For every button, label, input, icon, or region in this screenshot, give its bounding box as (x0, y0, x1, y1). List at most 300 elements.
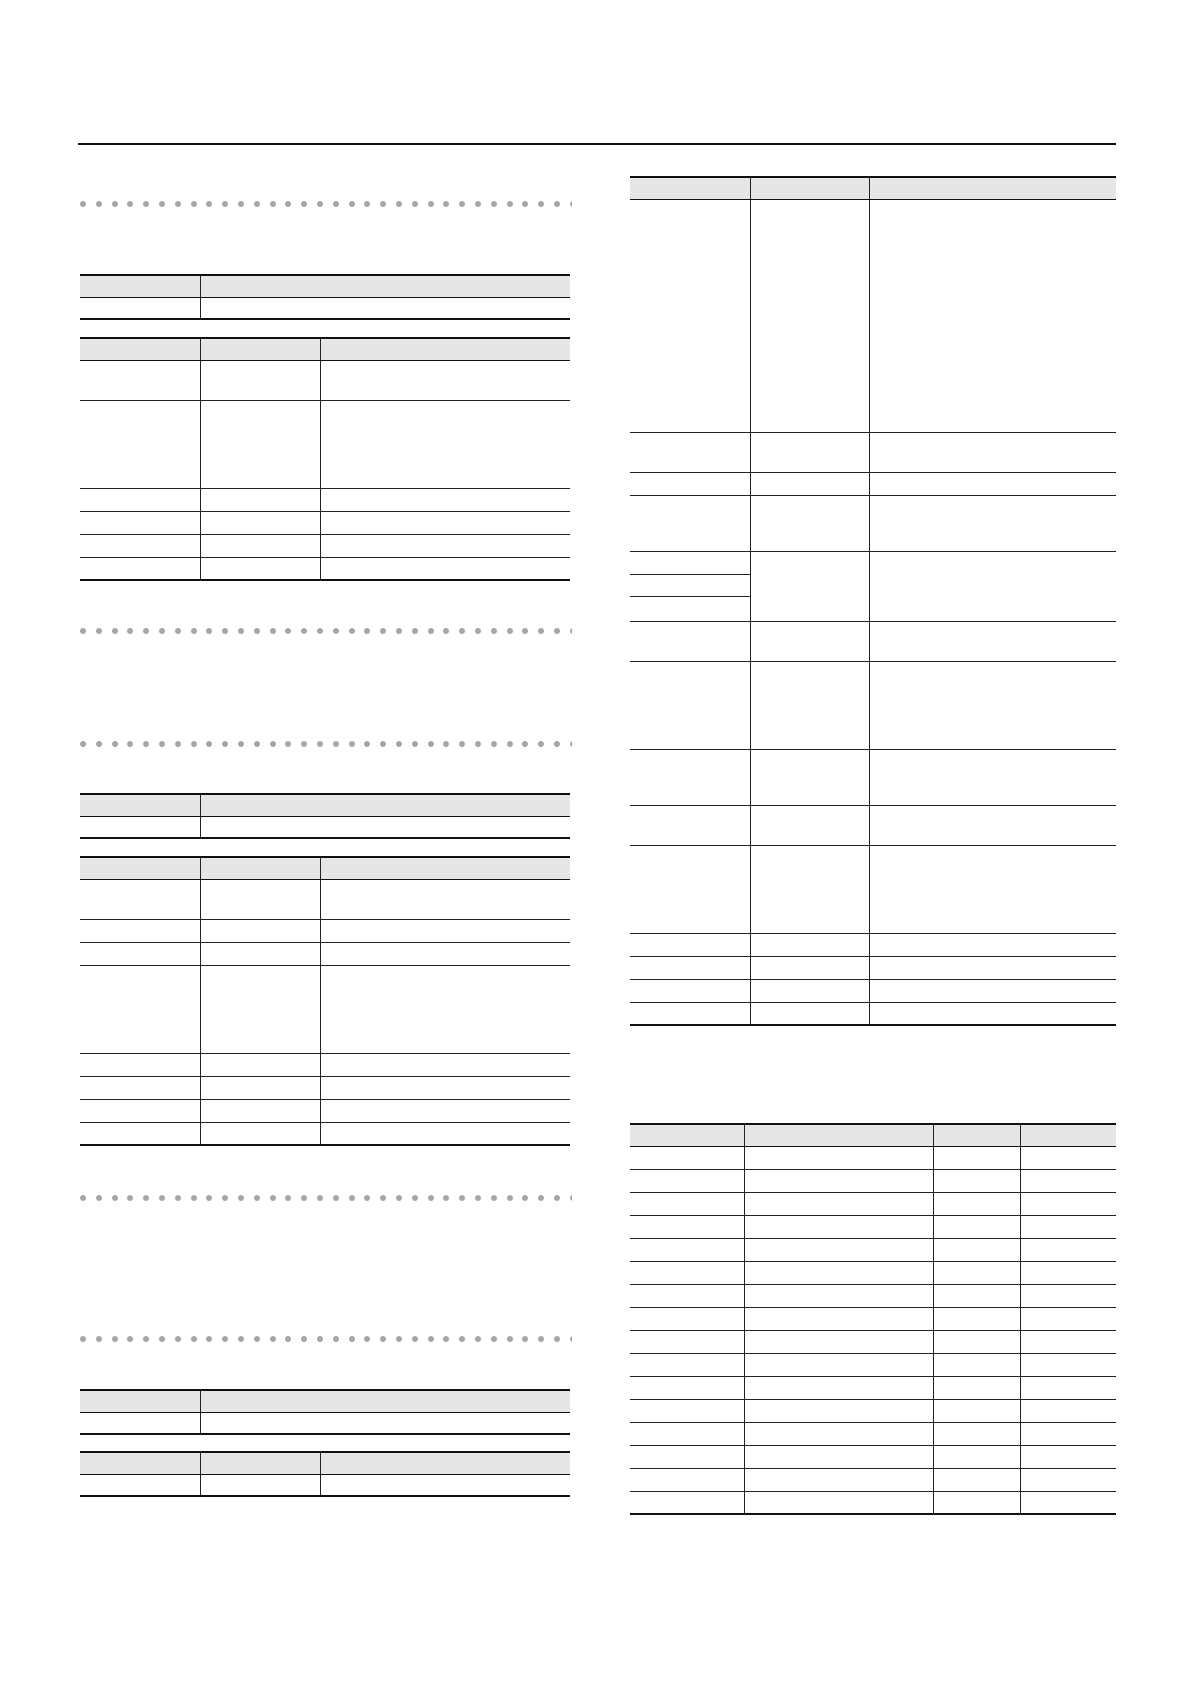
cell (744, 1468, 933, 1491)
divider-dot (238, 1336, 244, 1342)
divider-dot (522, 201, 528, 207)
cell (869, 749, 1116, 805)
cell (1020, 1353, 1116, 1376)
cell (869, 956, 1116, 979)
divider-dot (159, 201, 165, 207)
cell (80, 816, 200, 838)
divider-dot (159, 628, 165, 634)
divider-dot (317, 1195, 323, 1201)
header-cell (80, 1452, 200, 1474)
divider-dot (364, 1195, 370, 1201)
divider-dot (428, 1195, 434, 1201)
divider-dot (238, 1195, 244, 1201)
divider-dot (396, 201, 402, 207)
cell (630, 749, 750, 805)
cell (200, 1076, 320, 1099)
cell (320, 1099, 570, 1122)
cell (630, 1284, 744, 1307)
divider-dot (396, 1195, 402, 1201)
divider-dot (412, 741, 418, 747)
table-row (630, 1422, 1116, 1445)
table-1a (80, 274, 570, 320)
cell (200, 879, 320, 919)
divider-dot (191, 741, 197, 747)
cell (1020, 1422, 1116, 1445)
cell (320, 511, 570, 534)
divider-dot (491, 1336, 497, 1342)
cell (630, 1491, 744, 1514)
table-row (630, 661, 1116, 749)
divider-dot (538, 201, 544, 207)
divider-dot (507, 1336, 513, 1342)
divider-dot (459, 201, 465, 207)
table-row (80, 557, 570, 580)
divider-dot (175, 628, 181, 634)
divider-dot (112, 201, 118, 207)
divider-dot (570, 741, 572, 747)
cell (630, 805, 750, 845)
divider-dot (112, 628, 118, 634)
cell (750, 805, 869, 845)
cell (320, 488, 570, 511)
divider-dot (570, 1336, 572, 1342)
cell (200, 965, 320, 1053)
divider-dot (396, 628, 402, 634)
divider-dot (364, 628, 370, 634)
cell (630, 495, 750, 551)
cell (1020, 1330, 1116, 1353)
cell (750, 956, 869, 979)
table-row (630, 1002, 1116, 1025)
cell (1020, 1192, 1116, 1215)
divider-dot (364, 741, 370, 747)
divider-dot (475, 1336, 481, 1342)
divider-dot (301, 628, 307, 634)
divider-dot (317, 741, 323, 747)
cell (80, 879, 200, 919)
cell (630, 845, 750, 933)
cell (200, 919, 320, 942)
table-row (630, 845, 1116, 933)
table-row (80, 965, 570, 1053)
cell (630, 1238, 744, 1261)
divider-dot (175, 201, 181, 207)
cell (80, 1122, 200, 1145)
cell (630, 1169, 744, 1192)
cell (744, 1146, 933, 1169)
cell (933, 1376, 1020, 1399)
divider-dot (159, 1336, 165, 1342)
header-cell (80, 1390, 200, 1412)
divider-dot (349, 1195, 355, 1201)
cell (1020, 1307, 1116, 1330)
cell (933, 1284, 1020, 1307)
cell (630, 551, 750, 574)
header-cell (750, 177, 869, 199)
divider-dot (443, 1336, 449, 1342)
cell (933, 1399, 1020, 1422)
cell (744, 1215, 933, 1238)
table-1b (80, 337, 570, 581)
divider-dot (333, 1195, 339, 1201)
cell (630, 432, 750, 472)
cell (869, 805, 1116, 845)
table-row (630, 749, 1116, 805)
cell (320, 919, 570, 942)
divider-dot (238, 741, 244, 747)
divider-dot (175, 1336, 181, 1342)
divider-dot (301, 741, 307, 747)
table-right-main (630, 176, 1116, 1026)
table-row (630, 1330, 1116, 1353)
cell (933, 1169, 1020, 1192)
divider-dot (317, 1336, 323, 1342)
cell (630, 956, 750, 979)
divider-dot (301, 1195, 307, 1201)
cell (744, 1353, 933, 1376)
cell (80, 297, 200, 319)
cell (744, 1445, 933, 1468)
divider-dot (80, 1195, 86, 1201)
cell (933, 1215, 1020, 1238)
table-row (630, 1491, 1116, 1514)
cell (200, 1122, 320, 1145)
divider-dot (459, 628, 465, 634)
divider-dot (96, 1336, 102, 1342)
header-cell (80, 338, 200, 360)
cell (320, 1474, 570, 1496)
divider-dot (570, 201, 572, 207)
table-row (80, 534, 570, 557)
divider-dot (507, 201, 513, 207)
cell (320, 557, 570, 580)
divider-dot (222, 1195, 228, 1201)
table-5b (80, 1451, 570, 1497)
cell (933, 1192, 1020, 1215)
table-row (630, 805, 1116, 845)
table-row (80, 400, 570, 488)
divider-dot (396, 741, 402, 747)
cell (630, 1468, 744, 1491)
table-row (630, 1192, 1116, 1215)
cell (933, 1422, 1020, 1445)
header-cell (630, 1124, 744, 1146)
divider-dot (143, 628, 149, 634)
divider-dot (112, 1336, 118, 1342)
cell (744, 1491, 933, 1514)
cell (750, 979, 869, 1002)
page-header-rule (78, 143, 1116, 145)
divider-dot (175, 741, 181, 747)
divider-dot (428, 201, 434, 207)
table-row (80, 879, 570, 919)
divider-dot (222, 628, 228, 634)
divider-dot (538, 1195, 544, 1201)
cell (630, 1422, 744, 1445)
cell (750, 199, 869, 432)
cell (1020, 1261, 1116, 1284)
table-row (630, 472, 1116, 495)
cell (630, 596, 750, 621)
divider-dot (538, 628, 544, 634)
cell (869, 979, 1116, 1002)
divider-dot (538, 1336, 544, 1342)
cell (869, 199, 1116, 432)
cell (1020, 1215, 1116, 1238)
divider-dot (191, 1195, 197, 1201)
divider-dot (412, 201, 418, 207)
cell (80, 1076, 200, 1099)
cell (933, 1468, 1020, 1491)
divider-dot (459, 1336, 465, 1342)
divider-dot (333, 201, 339, 207)
cell (320, 879, 570, 919)
cell (200, 816, 570, 838)
cell (200, 297, 570, 319)
divider-dot (554, 628, 560, 634)
cell (200, 942, 320, 965)
table-row (630, 979, 1116, 1002)
divider-dot (127, 741, 133, 747)
divider-dot (301, 201, 307, 207)
divider-dot (349, 1336, 355, 1342)
divider-dot (112, 1195, 118, 1201)
divider-dot (491, 741, 497, 747)
table-row (630, 1238, 1116, 1261)
divider-dot (143, 741, 149, 747)
section-divider-2 (80, 628, 572, 636)
cell-merged (869, 551, 1116, 621)
cell (933, 1445, 1020, 1468)
cell (869, 621, 1116, 661)
divider-dot (412, 628, 418, 634)
cell (630, 1215, 744, 1238)
divider-dot (522, 741, 528, 747)
divider-dot (412, 1336, 418, 1342)
divider-dot (238, 628, 244, 634)
divider-dot (459, 1195, 465, 1201)
section-divider-3 (80, 741, 572, 749)
divider-dot (317, 628, 323, 634)
divider-dot (285, 1195, 291, 1201)
table-row (630, 199, 1116, 432)
divider-dot (412, 1195, 418, 1201)
divider-dot (507, 741, 513, 747)
cell (80, 1474, 200, 1496)
list-table-body (630, 1146, 1116, 1514)
cell (933, 1307, 1020, 1330)
cell (80, 1053, 200, 1076)
divider-dot (475, 201, 481, 207)
cell (630, 574, 750, 596)
divider-dot (380, 1336, 386, 1342)
divider-dot (96, 201, 102, 207)
cell (200, 557, 320, 580)
divider-dot (285, 1336, 291, 1342)
divider-dot (459, 741, 465, 747)
divider-dot (522, 1336, 528, 1342)
table-row (630, 933, 1116, 956)
table-row (80, 511, 570, 534)
cell (750, 933, 869, 956)
table-row (630, 432, 1116, 472)
table-row (630, 621, 1116, 661)
divider-dot (143, 1195, 149, 1201)
cell (80, 1412, 200, 1434)
cell (80, 360, 200, 400)
cell (1020, 1238, 1116, 1261)
divider-dot (143, 1336, 149, 1342)
divider-dot (80, 741, 86, 747)
cell (200, 1053, 320, 1076)
table-row (630, 1468, 1116, 1491)
cell (320, 534, 570, 557)
divider-dot (127, 1336, 133, 1342)
cell (869, 495, 1116, 551)
divider-dot (96, 628, 102, 634)
divider-dot (270, 1336, 276, 1342)
header-cell (200, 857, 320, 879)
divider-dot (554, 741, 560, 747)
divider-dot (270, 201, 276, 207)
table-right-list (630, 1123, 1116, 1515)
divider-dot (554, 1195, 560, 1201)
cell (933, 1353, 1020, 1376)
header-cell (80, 857, 200, 879)
cell (200, 400, 320, 488)
cell (80, 942, 200, 965)
divider-dot (254, 201, 260, 207)
cell (1020, 1284, 1116, 1307)
cell (200, 1099, 320, 1122)
divider-dot (254, 1195, 260, 1201)
divider-dot (333, 1336, 339, 1342)
cell (320, 1076, 570, 1099)
cell (744, 1376, 933, 1399)
divider-dot (522, 628, 528, 634)
cell (744, 1422, 933, 1445)
cell (630, 1192, 744, 1215)
header-cell (320, 857, 570, 879)
header-cell (80, 794, 200, 816)
table-row (630, 1215, 1116, 1238)
header-cell (1020, 1124, 1116, 1146)
divider-dot (159, 1195, 165, 1201)
divider-dot (380, 741, 386, 747)
cell (744, 1261, 933, 1284)
table-5a (80, 1389, 570, 1435)
divider-dot (396, 1336, 402, 1342)
divider-dot (349, 628, 355, 634)
table-row (630, 956, 1116, 979)
cell (630, 621, 750, 661)
cell (630, 1330, 744, 1353)
cell (869, 472, 1116, 495)
header-cell (744, 1124, 933, 1146)
cell (744, 1307, 933, 1330)
cell (630, 1399, 744, 1422)
table-row (630, 1307, 1116, 1330)
cell (200, 488, 320, 511)
divider-dot (270, 741, 276, 747)
divider-dot (333, 628, 339, 634)
cell (80, 488, 200, 511)
cell (1020, 1399, 1116, 1422)
divider-dot (491, 628, 497, 634)
table-row (80, 360, 570, 400)
cell (80, 919, 200, 942)
header-cell (80, 275, 200, 297)
cell (320, 942, 570, 965)
divider-dot (428, 1336, 434, 1342)
divider-dot (349, 201, 355, 207)
divider-dot (206, 201, 212, 207)
divider-dot (143, 201, 149, 207)
cell (933, 1146, 1020, 1169)
divider-dot (570, 628, 572, 634)
cell (200, 511, 320, 534)
divider-dot (364, 1336, 370, 1342)
section-divider-4 (80, 1195, 572, 1203)
cell-merged (750, 551, 869, 621)
divider-dot (127, 201, 133, 207)
cell (869, 661, 1116, 749)
divider-dot (333, 741, 339, 747)
table-row (80, 1076, 570, 1099)
cell (630, 1307, 744, 1330)
cell (630, 472, 750, 495)
divider-dot (301, 1336, 307, 1342)
cell (869, 1002, 1116, 1025)
table-3a (80, 793, 570, 839)
header-cell (200, 275, 570, 297)
cell (750, 621, 869, 661)
divider-dot (222, 201, 228, 207)
divider-dot (317, 201, 323, 207)
divider-dot (443, 741, 449, 747)
cell (320, 1122, 570, 1145)
divider-dot (206, 628, 212, 634)
divider-dot (159, 741, 165, 747)
table-row (630, 1445, 1116, 1468)
cell (630, 661, 750, 749)
cell (744, 1399, 933, 1422)
table-row (80, 816, 570, 838)
cell (320, 965, 570, 1053)
section-divider-5 (80, 1336, 572, 1344)
header-cell (869, 177, 1116, 199)
header-cell (630, 177, 750, 199)
table-row (80, 1053, 570, 1076)
cell (630, 1261, 744, 1284)
divider-dot (285, 741, 291, 747)
cell (1020, 1468, 1116, 1491)
cell (630, 1376, 744, 1399)
divider-dot (491, 1195, 497, 1201)
cell (200, 360, 320, 400)
cell (630, 199, 750, 432)
cell (744, 1169, 933, 1192)
cell (80, 400, 200, 488)
cell (320, 400, 570, 488)
table-row (630, 1353, 1116, 1376)
divider-dot (554, 201, 560, 207)
divider-dot (96, 1195, 102, 1201)
table-row (80, 1122, 570, 1145)
section-divider-1 (80, 201, 572, 209)
cell (1020, 1146, 1116, 1169)
divider-dot (285, 201, 291, 207)
